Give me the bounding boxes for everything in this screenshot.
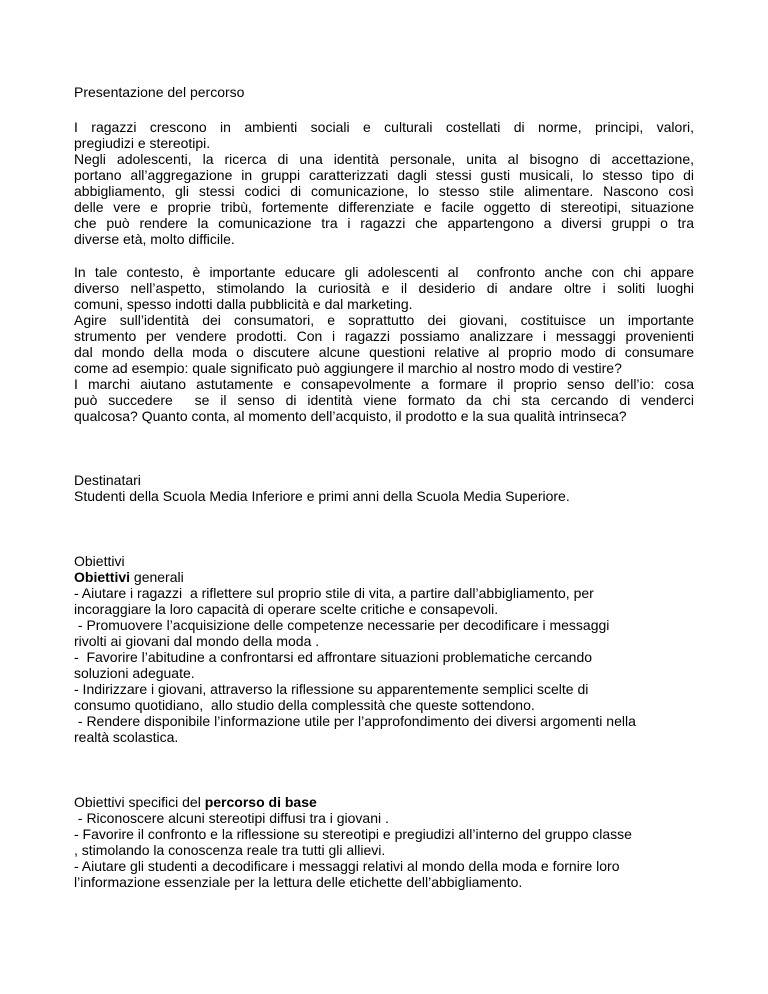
list-item: - Aiutare gli studenti a decodificare i messaggi relativi al mondo della moda e fornire loro xyxy=(74,858,620,874)
specifici-heading-plain: Obiettivi specifici del xyxy=(74,794,205,810)
paragraph-line: In tale contesto, è importante educare gli adolescenti al confronto anche con chi appare xyxy=(74,264,694,280)
list-item: l’informazione essenziale per la lettura delle etichette dell’abbigliamento. xyxy=(74,874,523,890)
obiettivi-subheading-bold: Obiettivi xyxy=(74,569,131,585)
list-item: - Favorire il confronto e la riflessione su stereotipi e pregiudizi all’interno del gruppo classe xyxy=(74,826,632,842)
paragraph-line: può succedere se il senso di identità viene formato da chi sta cercando di venderci xyxy=(74,392,694,408)
paragraph-line: abbigliamento, gli stessi codici di comunicazione, lo stesso stile alimentare. Nascono così xyxy=(74,183,694,199)
list-item: - Aiutare i ragazzi a riflettere sul proprio stile di vita, a partire dall’abbigliamento, per xyxy=(74,585,594,601)
paragraph-line: comuni, spesso indotti dalla pubblicità e dal marketing. xyxy=(74,296,413,312)
paragraph-line: qualcosa? Quanto conta, al momento dell’acquisto, il prodotto e la sua qualità intrinseca? xyxy=(74,408,627,424)
paragraph-line: come ad esempio: quale significato può aggiungere il marchio al nostro modo di vestire? xyxy=(74,360,622,376)
obiettivi-heading: Obiettivi xyxy=(74,553,125,569)
list-item: - Promuovere l’acquisizione delle competenze necessarie per decodificare i messaggi xyxy=(74,617,610,633)
paragraph-line: dal mondo della moda o discutere alcune questioni relative al proprio modo di consumare xyxy=(74,344,694,360)
paragraph-line: delle vere e proprie tribù, fortemente differenziate e facile oggetto di stereotipi, situazione xyxy=(74,199,694,215)
paragraph-line: portano all’aggregazione in gruppi caratterizzati dagli stessi gusti musicali, lo stesso tipo di xyxy=(74,167,694,183)
paragraph-line: diverse età, molto difficile. xyxy=(74,231,235,247)
specifici-heading-bold: percorso di base xyxy=(204,794,317,810)
obiettivi-subheading-rest: generali xyxy=(130,569,184,585)
paragraph-line: che può rendere la comunicazione tra i ragazzi che appartengono a diversi gruppi o tra xyxy=(74,215,694,231)
paragraph-line: strumento per vendere prodotti. Con i ragazzi possiamo analizzare i messaggi provenienti xyxy=(74,328,694,344)
obiettivi-subheading xyxy=(74,569,184,585)
paragraph-line: Negli adolescenti, la ricerca di una identità personale, unita al bisogno di accettazione, xyxy=(74,151,694,167)
specifici-heading xyxy=(74,794,317,810)
list-item: - Indirizzare i giovani, attraverso la riflessione su apparentemente semplici scelte di xyxy=(74,681,589,697)
paragraph-line: I ragazzi crescono in ambienti sociali e culturali costellati di norme, principi, valori, xyxy=(74,119,694,135)
paragraph-line: diverso nell’aspetto, stimolando la curiosità e il desiderio di andare oltre i soliti luoghi xyxy=(74,280,694,296)
list-item: consumo quotidiano, allo studio della complessità che queste sottendono. xyxy=(74,697,535,713)
destinatari-heading: Destinatari xyxy=(74,472,141,488)
list-item: - Rendere disponibile l’informazione utile per l’approfondimento dei diversi argomenti nella xyxy=(74,713,636,729)
list-item: , stimolando la conoscenza reale tra tutti gli allievi. xyxy=(74,842,386,858)
list-item: - Favorire l’abitudine a confrontarsi ed affrontare situazioni problematiche cercando xyxy=(74,649,593,665)
list-item: realtà scolastica. xyxy=(74,729,179,745)
destinatari-text: Studenti della Scuola Media Inferiore e primi anni della Scuola Media Superiore. xyxy=(74,488,570,504)
list-item: - Riconoscere alcuni stereotipi diffusi tra i giovani . xyxy=(74,810,389,826)
section-title: Presentazione del percorso xyxy=(74,84,245,100)
list-item: soluzioni adeguate. xyxy=(74,665,195,681)
list-item: incoraggiare la loro capacità di operare scelte critiche e consapevoli. xyxy=(74,601,499,617)
paragraph-line: Agire sull’identità dei consumatori, e soprattutto dei giovani, costituisce un importante xyxy=(74,312,694,328)
paragraph-line: I marchi aiutano astutamente e consapevolmente a formare il proprio senso dell’io: cosa xyxy=(74,376,694,392)
list-item: rivolti ai giovani dal mondo della moda . xyxy=(74,633,320,649)
paragraph-line: pregiudizi e stereotipi. xyxy=(74,135,211,151)
